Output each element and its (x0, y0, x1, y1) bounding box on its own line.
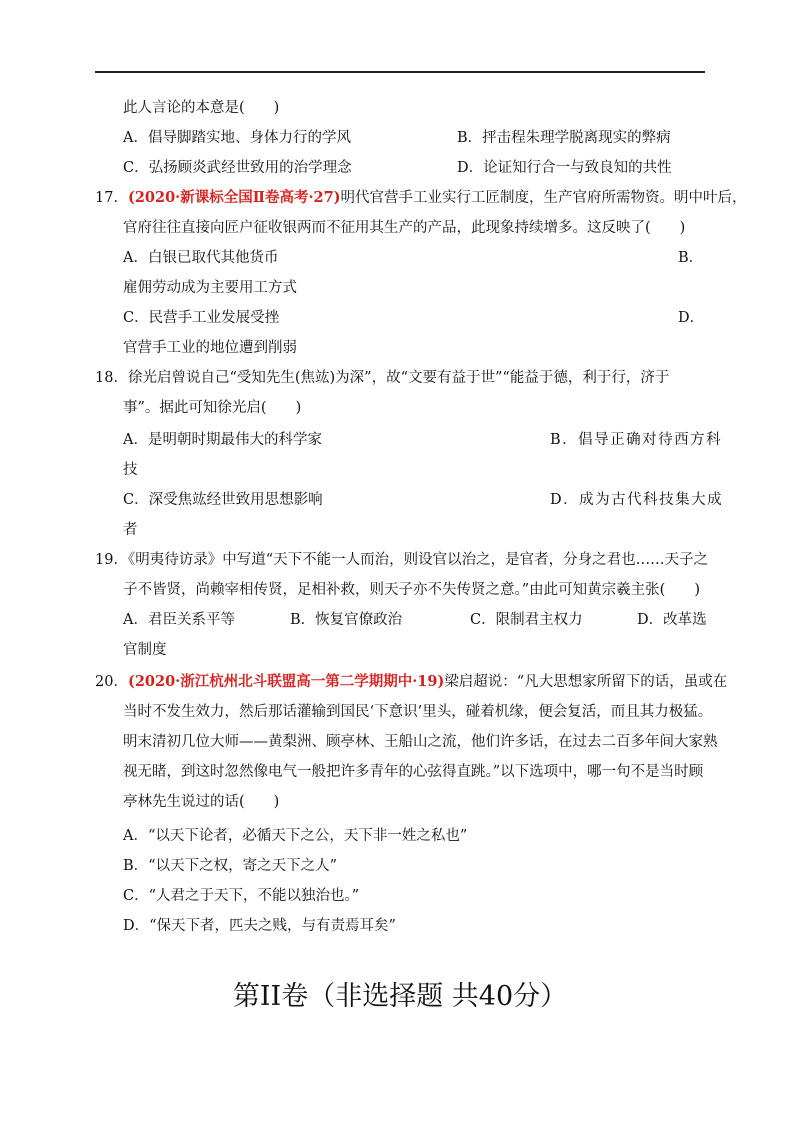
q17-stem-line1: 17．(2020·新课标全国Ⅱ卷高考·27)明代官营手工业实行工匠制度，生产官府所需物资。明中叶后， (95, 189, 747, 206)
q18-option-c[interactable]: C．深受焦竑经世致用思想影响 (123, 492, 323, 508)
q17-source: (2020·新课标全国Ⅱ卷高考·27) (127, 189, 341, 206)
q19-option-d-cont[interactable]: 官制度 (123, 642, 167, 658)
q16-option-c[interactable]: C．弘扬顾炎武经世致用的治学理念 (123, 160, 352, 176)
q19-stem-line2: 子不皆贤，尚赖宰相传贤，足相补救，则天子亦不失传贤之意。”由此可知黄宗羲主张( ) (123, 582, 700, 598)
q19-option-b[interactable]: B．恢复官僚政治 (290, 612, 403, 628)
q20-stem-line2: 当时不发生效力，然后那话灌输到国民‘下意识’里头，碰着机缘，便会复活，而且其力极猛。 (123, 704, 713, 720)
q18-number: 18． (95, 370, 128, 386)
q16-option-d[interactable]: D．论证知行合一与致良知的共性 (457, 160, 672, 176)
q20-source: (2020·浙江杭州北斗联盟高一第二学期期中·19) (127, 673, 445, 690)
section-heading: 第II卷（非选择题 共40分） (232, 981, 568, 1012)
q16-option-b[interactable]: B．抨击程朱理学脱离现实的弊病 (457, 130, 671, 146)
q17-option-d-text[interactable]: 官营手工业的地位遭到削弱 (123, 340, 297, 356)
q17-number: 17． (95, 190, 128, 206)
q17-option-b-text[interactable]: 雇佣劳动成为主要用工方式 (123, 280, 297, 296)
header-rule (95, 71, 705, 73)
q20-number: 20． (95, 674, 128, 690)
q18-option-d[interactable]: D．成为古代科技集大成 (550, 492, 724, 508)
q20-option-a[interactable]: A．“以天下论者，必循天下之公，天下非一姓之私也” (123, 828, 468, 844)
q18-stem-line1: 18．徐光启曾说自己“受知先生(焦竑)为深”，故“文要有益于世”“能益于德，利于行，济于 (95, 370, 670, 386)
q20-option-b[interactable]: B．“以天下之权，寄之天下之人” (123, 858, 337, 874)
q18-option-b-cont[interactable]: 技 (123, 462, 138, 478)
q19-stem-line1: 19．《明夷待访录》中写道“天下不能一人而治，则设官以治之，是官者，分身之君也……天子之 (95, 552, 709, 568)
q17-option-b-letter[interactable]: B． (678, 250, 704, 266)
q19-number: 19． (95, 552, 128, 568)
q19-option-a[interactable]: A．君臣关系平等 (123, 612, 235, 628)
q20-stem-line1: 20．(2020·浙江杭州北斗联盟高一第二学期期中·19)梁启超说：“凡大思想家所留下的话，虽或在 (95, 673, 728, 690)
q18-option-b[interactable]: B．倡导正确对待西方科 (550, 432, 723, 448)
q20-option-d[interactable]: D．“保天下者，匹夫之贱，与有责焉耳矣” (123, 918, 396, 934)
q18-stem-line2: 事”。据此可知徐光启( ) (123, 400, 302, 416)
q17-option-d-letter[interactable]: D． (678, 310, 705, 326)
q19-option-d[interactable]: D．改革选 (637, 612, 707, 628)
q17-stem-line2: 官府往往直接向匠户征收银两而不征用其生产的产品，此现象持续增多。这反映了( ) (123, 220, 686, 236)
q18-option-d-cont[interactable]: 者 (123, 522, 138, 538)
q17-option-a[interactable]: A．白银已取代其他货币 (123, 250, 279, 266)
q20-option-c[interactable]: C．“人君之于天下，不能以独治也。” (123, 888, 360, 904)
q16-option-a[interactable]: A．倡导脚踏实地、身体力行的学风 (123, 130, 351, 146)
q20-stem-line4: 视无睹，到这时忽然像电气一般把许多青年的心弦得直跳。”以下选项中，哪一句不是当时顾 (123, 764, 704, 780)
q20-stem-line5: 亭林先生说过的话( ) (123, 794, 280, 810)
q19-option-c[interactable]: C．限制君主权力 (470, 612, 583, 628)
q17-option-c[interactable]: C．民营手工业发展受挫 (123, 310, 280, 326)
q16-stem-end: 此人言论的本意是( ) (123, 100, 280, 116)
q18-option-a[interactable]: A．是明朝时期最伟大的科学家 (123, 432, 322, 448)
q20-stem-line3: 明末清初几位大师——黄梨洲、顾亭林、王船山之流，他们许多话，在过去二百多年间大家熟 (123, 734, 718, 750)
